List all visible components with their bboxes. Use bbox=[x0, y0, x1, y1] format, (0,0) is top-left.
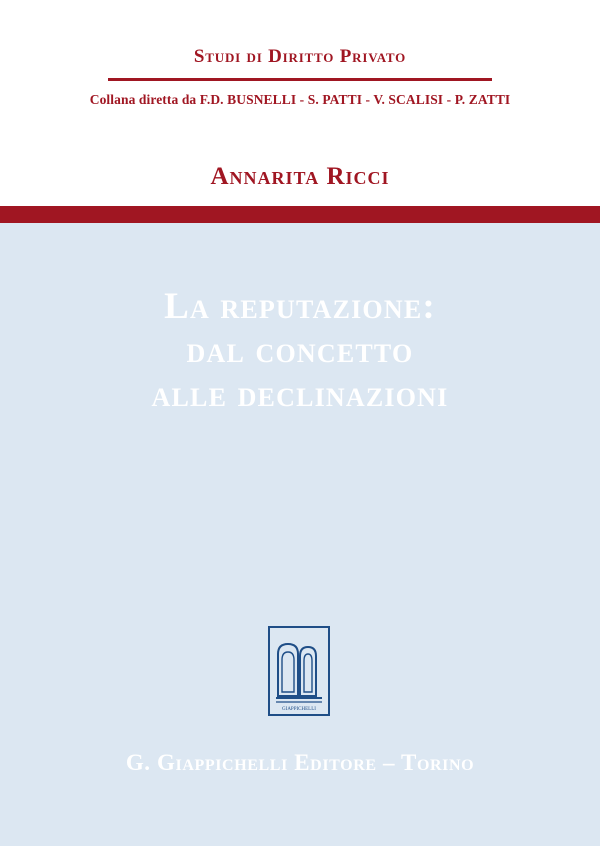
accent-band bbox=[0, 206, 600, 223]
publisher-logo-icon bbox=[268, 626, 330, 716]
author-name: Annarita Ricci bbox=[210, 163, 390, 190]
book-title bbox=[0, 285, 600, 417]
series-title bbox=[0, 44, 600, 72]
cover-main-panel bbox=[0, 223, 600, 846]
series-editors: Collana diretta da F.D. BUSNELLI - S. PATTI - V. SCALISI - P. ZATTI bbox=[89, 92, 511, 107]
book-title-line-2: dal concetto bbox=[186, 330, 414, 371]
series-rule-bottom bbox=[108, 78, 492, 81]
cover-header bbox=[0, 0, 600, 210]
book-title-line-1: La reputazione: bbox=[164, 286, 436, 327]
book-title-line-3: alle declinazioni bbox=[151, 374, 449, 415]
series-title-text: Studi di Diritto Privato bbox=[184, 44, 416, 70]
svg-text:GIAPPICHELLI: GIAPPICHELLI bbox=[282, 707, 316, 712]
publisher-name: G. Giappichelli Editore – Torino bbox=[125, 750, 475, 775]
